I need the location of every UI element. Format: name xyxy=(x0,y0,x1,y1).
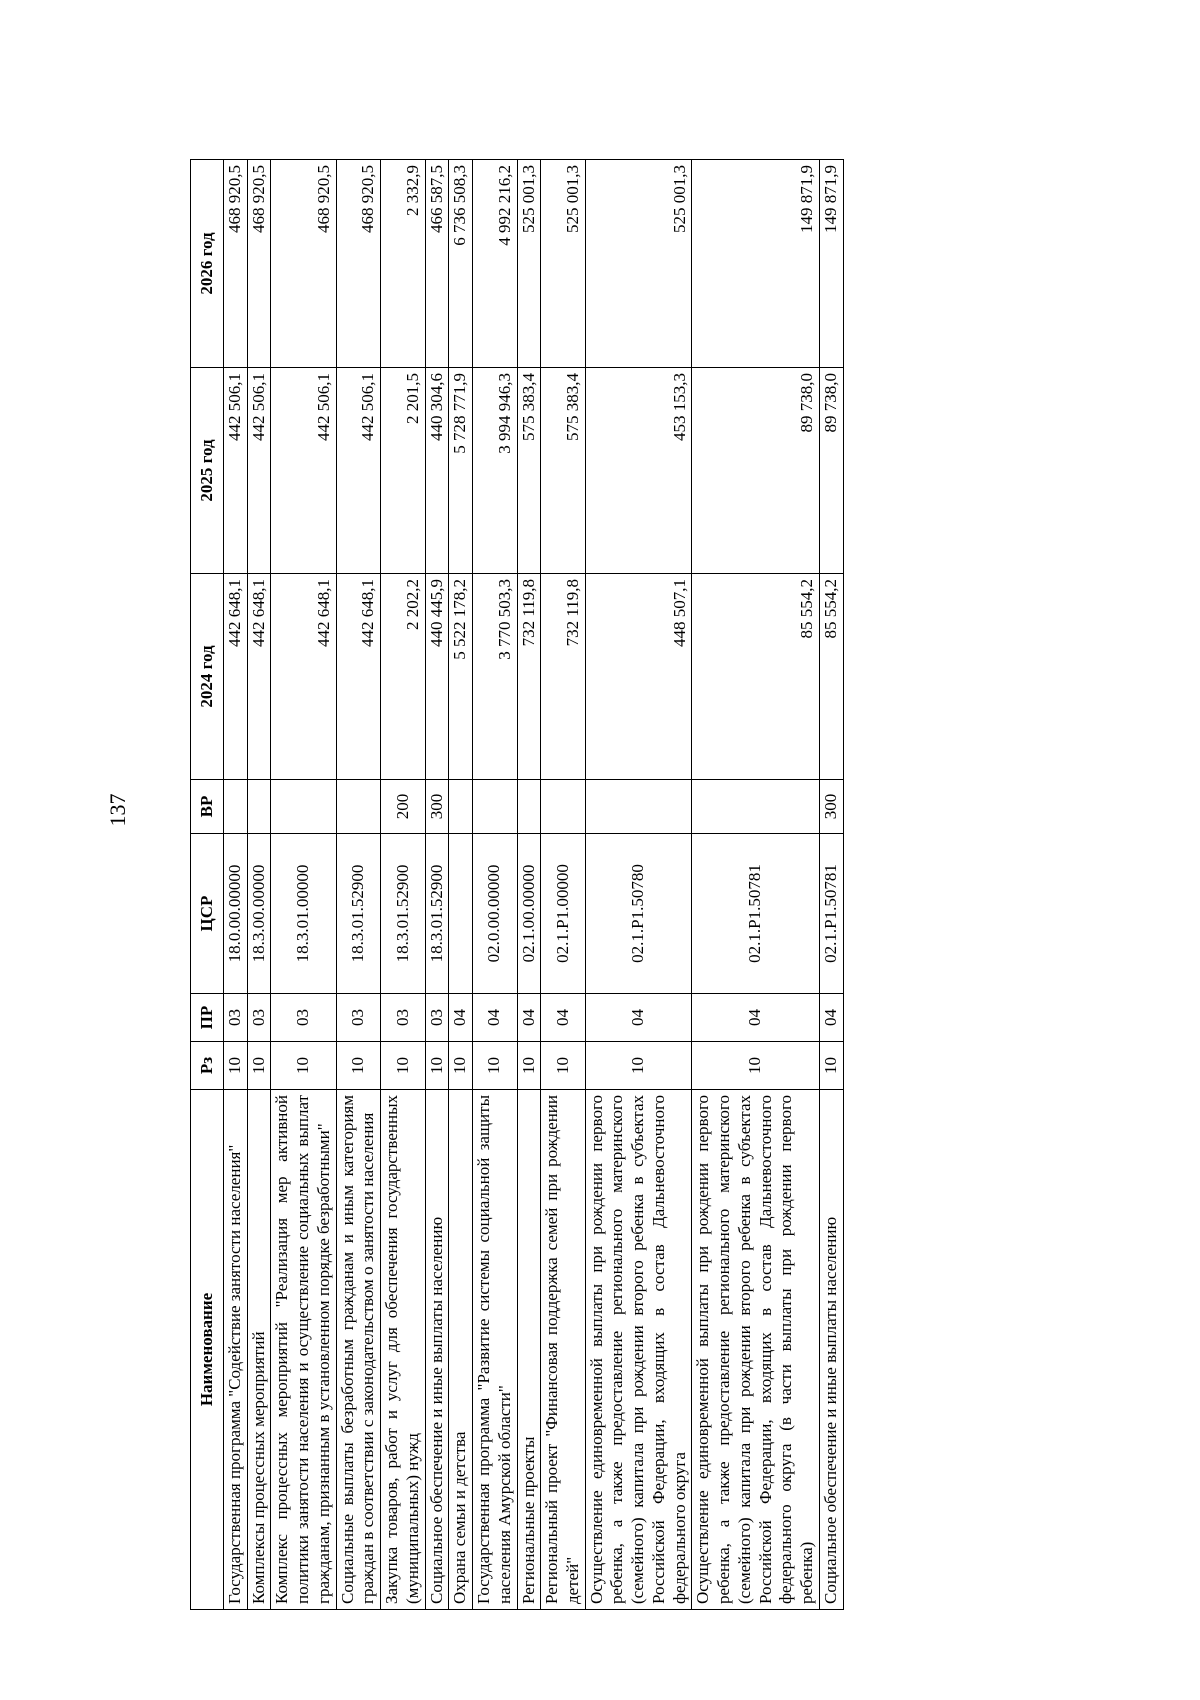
row-pr: 03 xyxy=(271,994,336,1042)
row-name: Социальное обеспечение и иные выплаты населению xyxy=(819,1090,843,1610)
table-row xyxy=(336,160,380,1610)
row-rz: 10 xyxy=(541,1042,585,1090)
row-name: Региональный проект "Финансовая поддержка семей при рождении детей" xyxy=(541,1090,585,1610)
row-csr: 18.3.01.00000 xyxy=(271,834,336,994)
row-name: Государственная программа "Развитие системы социальной защиты населения Амурской области" xyxy=(473,1090,517,1610)
row-2025: 440 304,6 xyxy=(425,368,449,574)
row-2024: 2 202,2 xyxy=(381,574,425,780)
row-csr: 18.3.01.52900 xyxy=(336,834,380,994)
row-2024: 442 648,1 xyxy=(224,574,248,780)
budget-table xyxy=(190,159,844,1610)
row-csr: 02.1.P1.00000 xyxy=(541,834,585,994)
row-name: Охрана семьи и детства xyxy=(449,1090,473,1610)
row-2026: 525 001,3 xyxy=(541,160,585,368)
table-row xyxy=(247,160,271,1610)
row-vr xyxy=(449,780,473,834)
row-vr xyxy=(224,780,248,834)
row-pr: 04 xyxy=(473,994,517,1042)
row-pr: 03 xyxy=(425,994,449,1042)
row-csr: 02.1.00.00000 xyxy=(517,834,541,994)
table-row xyxy=(819,160,843,1610)
row-csr: 18.3.00.00000 xyxy=(247,834,271,994)
table-row xyxy=(692,160,819,1610)
row-2025: 442 506,1 xyxy=(224,368,248,574)
row-rz: 10 xyxy=(271,1042,336,1090)
table-row xyxy=(425,160,449,1610)
row-csr: 02.1.P1.50780 xyxy=(585,834,692,994)
row-2024: 442 648,1 xyxy=(247,574,271,780)
row-csr xyxy=(449,834,473,994)
row-rz: 10 xyxy=(247,1042,271,1090)
row-vr xyxy=(541,780,585,834)
row-vr xyxy=(271,780,336,834)
row-pr: 04 xyxy=(819,994,843,1042)
table-row xyxy=(473,160,517,1610)
row-csr: 18.3.01.52900 xyxy=(381,834,425,994)
row-rz: 10 xyxy=(585,1042,692,1090)
row-2026: 4 992 216,2 xyxy=(473,160,517,368)
row-2026: 149 871,9 xyxy=(819,160,843,368)
row-2024: 442 648,1 xyxy=(336,574,380,780)
header-2026: 2026 год xyxy=(191,160,224,368)
row-pr: 04 xyxy=(449,994,473,1042)
header-pr: ПР xyxy=(191,994,224,1042)
row-2026: 468 920,5 xyxy=(247,160,271,368)
table-row xyxy=(449,160,473,1610)
row-rz: 10 xyxy=(336,1042,380,1090)
row-name: Закупка товаров, работ и услуг для обеспечения государственных (муниципальных) нужд xyxy=(381,1090,425,1610)
row-vr xyxy=(336,780,380,834)
table-header-row xyxy=(191,160,224,1610)
header-vr: ВР xyxy=(191,780,224,834)
row-2025: 575 383,4 xyxy=(541,368,585,574)
header-csr: ЦСР xyxy=(191,834,224,994)
table-row xyxy=(517,160,541,1610)
row-2024: 3 770 503,3 xyxy=(473,574,517,780)
row-name: Региональные проекты xyxy=(517,1090,541,1610)
row-2026: 468 920,5 xyxy=(224,160,248,368)
row-rz: 10 xyxy=(449,1042,473,1090)
page-number: 137 xyxy=(105,793,130,827)
table-wrapper xyxy=(190,160,1030,1610)
row-2024: 440 445,9 xyxy=(425,574,449,780)
row-2025: 2 201,5 xyxy=(381,368,425,574)
row-2024: 732 119,8 xyxy=(517,574,541,780)
row-2026: 149 871,9 xyxy=(692,160,819,368)
row-pr: 04 xyxy=(692,994,819,1042)
row-rz: 10 xyxy=(224,1042,248,1090)
row-2025: 3 994 946,3 xyxy=(473,368,517,574)
row-name: Осуществление единовременной выплаты при рождении первого ребенка, а также предоставление регионального материнского (семейного) капитала при рождении второго ребенка в субъектах Российской Федерации, входящих в состав Дальневосточного федерального округа (в части выплаты при рождении первого ребенка) xyxy=(692,1090,819,1610)
header-rz: Рз xyxy=(191,1042,224,1090)
row-2025: 453 153,3 xyxy=(585,368,692,574)
row-2026: 525 001,3 xyxy=(585,160,692,368)
row-2025: 442 506,1 xyxy=(271,368,336,574)
row-2026: 2 332,9 xyxy=(381,160,425,368)
row-vr xyxy=(247,780,271,834)
row-csr: 18.0.00.00000 xyxy=(224,834,248,994)
row-2024: 85 554,2 xyxy=(819,574,843,780)
row-vr: 300 xyxy=(819,780,843,834)
row-rz: 10 xyxy=(381,1042,425,1090)
row-name: Комплексы процессных мероприятий xyxy=(247,1090,271,1610)
row-2024: 85 554,2 xyxy=(692,574,819,780)
row-pr: 04 xyxy=(541,994,585,1042)
row-pr: 04 xyxy=(517,994,541,1042)
row-2026: 6 736 508,3 xyxy=(449,160,473,368)
row-2025: 89 738,0 xyxy=(692,368,819,574)
row-2025: 5 728 771,9 xyxy=(449,368,473,574)
row-2024: 5 522 178,2 xyxy=(449,574,473,780)
row-name: Социальные выплаты безработным гражданам и иным категориям граждан в соответствии с законодательством о занятости населения xyxy=(336,1090,380,1610)
row-pr: 03 xyxy=(381,994,425,1042)
row-name: Социальное обеспечение и иные выплаты населению xyxy=(425,1090,449,1610)
header-2024: 2024 год xyxy=(191,574,224,780)
row-csr: 18.3.01.52900 xyxy=(425,834,449,994)
row-rz: 10 xyxy=(819,1042,843,1090)
row-name: Осуществление единовременной выплаты при рождении первого ребенка, а также предоставление регионального материнского (семейного) капитала при рождении второго ребенка в субъектах Российской Федерации, входящих в состав Дальневосточного федерального округа xyxy=(585,1090,692,1610)
row-2024: 442 648,1 xyxy=(271,574,336,780)
row-vr xyxy=(585,780,692,834)
row-2025: 442 506,1 xyxy=(336,368,380,574)
row-vr xyxy=(473,780,517,834)
row-rz: 10 xyxy=(692,1042,819,1090)
row-vr: 300 xyxy=(425,780,449,834)
row-vr xyxy=(517,780,541,834)
table-row xyxy=(381,160,425,1610)
row-pr: 03 xyxy=(224,994,248,1042)
row-pr: 03 xyxy=(247,994,271,1042)
row-csr: 02.0.00.00000 xyxy=(473,834,517,994)
row-2026: 525 001,3 xyxy=(517,160,541,368)
row-2026: 466 587,5 xyxy=(425,160,449,368)
table-row xyxy=(541,160,585,1610)
row-name: Комплекс процессных мероприятий "Реализация мер активной политики занятости населения и осуществление социальных выплат гражданам, признанным в установленном порядке безработными" xyxy=(271,1090,336,1610)
row-vr: 200 xyxy=(381,780,425,834)
row-2024: 448 507,1 xyxy=(585,574,692,780)
row-pr: 03 xyxy=(336,994,380,1042)
row-csr: 02.1.P1.50781 xyxy=(819,834,843,994)
row-2026: 468 920,5 xyxy=(336,160,380,368)
row-2026: 468 920,5 xyxy=(271,160,336,368)
table-row xyxy=(271,160,336,1610)
table-rotated xyxy=(190,160,1030,1610)
header-2025: 2025 год xyxy=(191,368,224,574)
row-pr: 04 xyxy=(585,994,692,1042)
row-2024: 732 119,8 xyxy=(541,574,585,780)
row-2025: 575 383,4 xyxy=(517,368,541,574)
table-row xyxy=(224,160,248,1610)
row-2025: 442 506,1 xyxy=(247,368,271,574)
row-csr: 02.1.P1.50781 xyxy=(692,834,819,994)
row-rz: 10 xyxy=(473,1042,517,1090)
row-name: Государственная программа "Содействие занятости населения" xyxy=(224,1090,248,1610)
row-vr xyxy=(692,780,819,834)
row-rz: 10 xyxy=(425,1042,449,1090)
row-rz: 10 xyxy=(517,1042,541,1090)
table-row xyxy=(585,160,692,1610)
row-2025: 89 738,0 xyxy=(819,368,843,574)
header-name: Наименование xyxy=(191,1090,224,1610)
